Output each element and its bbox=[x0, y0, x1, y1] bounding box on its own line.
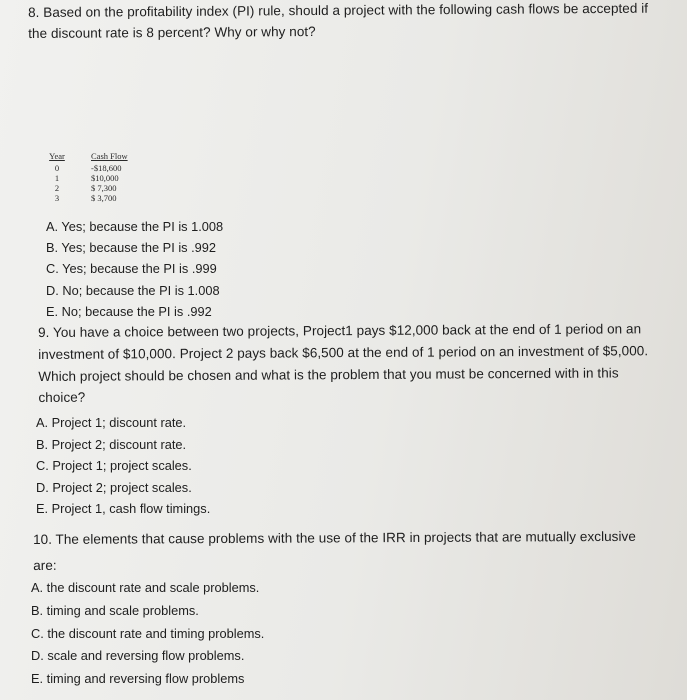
answer-option: E. Project 1, cash flow timings. bbox=[36, 501, 211, 517]
year-header: Year bbox=[49, 151, 65, 161]
answer-option: E. timing and reversing flow problems bbox=[31, 671, 245, 687]
cash-flow-cell: $ 7,300 bbox=[91, 183, 117, 193]
cash-flow-header: Cash Flow bbox=[91, 151, 128, 161]
question-9-options bbox=[36, 412, 210, 520]
answer-option: D. scale and reversing flow problems. bbox=[31, 648, 245, 664]
answer-option: A. Yes; because the PI is 1.008 bbox=[46, 219, 224, 234]
answer-option: A. Project 1; discount rate. bbox=[36, 415, 187, 430]
year-cell: 2 bbox=[54, 183, 60, 193]
answer-option: B. Project 2; discount rate. bbox=[36, 436, 187, 452]
year-cell: 3 bbox=[54, 193, 60, 203]
question-10-text: 10. The elements that cause problems with the use of the IRR in projects that are mutually exclusive are: bbox=[33, 528, 636, 573]
answer-option: A. the discount rate and scale problems. bbox=[31, 580, 260, 595]
year-cell: 1 bbox=[54, 173, 60, 183]
answer-option: C. Project 1; project scales. bbox=[36, 458, 192, 474]
answer-option: B. Yes; because the PI is .992 bbox=[46, 240, 217, 256]
cash-flow-cell: $ 3,700 bbox=[91, 193, 117, 203]
year-column bbox=[44, 151, 70, 203]
answer-option: C. the discount rate and timing problems. bbox=[31, 625, 265, 641]
answer-option: B. timing and scale problems. bbox=[31, 602, 199, 618]
answer-option: D. No; because the PI is 1.008 bbox=[46, 282, 220, 298]
cash-flow-cell: -$18,600 bbox=[91, 163, 122, 173]
answer-option: E. No; because the PI is .992 bbox=[46, 303, 212, 319]
answer-option: C. Yes; because the PI is .999 bbox=[46, 261, 217, 277]
question-8-text: 8. Based on the profitability index (PI) rule, should a project with the following cash flows be accepted if the discount rate is 8 percent? Why or why not? bbox=[28, 0, 649, 41]
question-9-text: 9. You have a choice between two projects, Project1 pays $12,000 back at the end of 1 period on an investment of $10,000. Project 2 pays back $6,500 at the end of 1 period on an investment of $5,000. Which project should be chosen and what is the problem that you must be concerned with in this choice? bbox=[38, 321, 649, 406]
cash-flow-column bbox=[91, 151, 143, 203]
question-10-options bbox=[31, 577, 264, 691]
year-cell: 0 bbox=[54, 163, 60, 173]
answer-option: D. Project 2; project scales. bbox=[36, 479, 192, 495]
question-8-options bbox=[46, 216, 223, 322]
cash-flow-cell: $10,000 bbox=[91, 173, 119, 183]
